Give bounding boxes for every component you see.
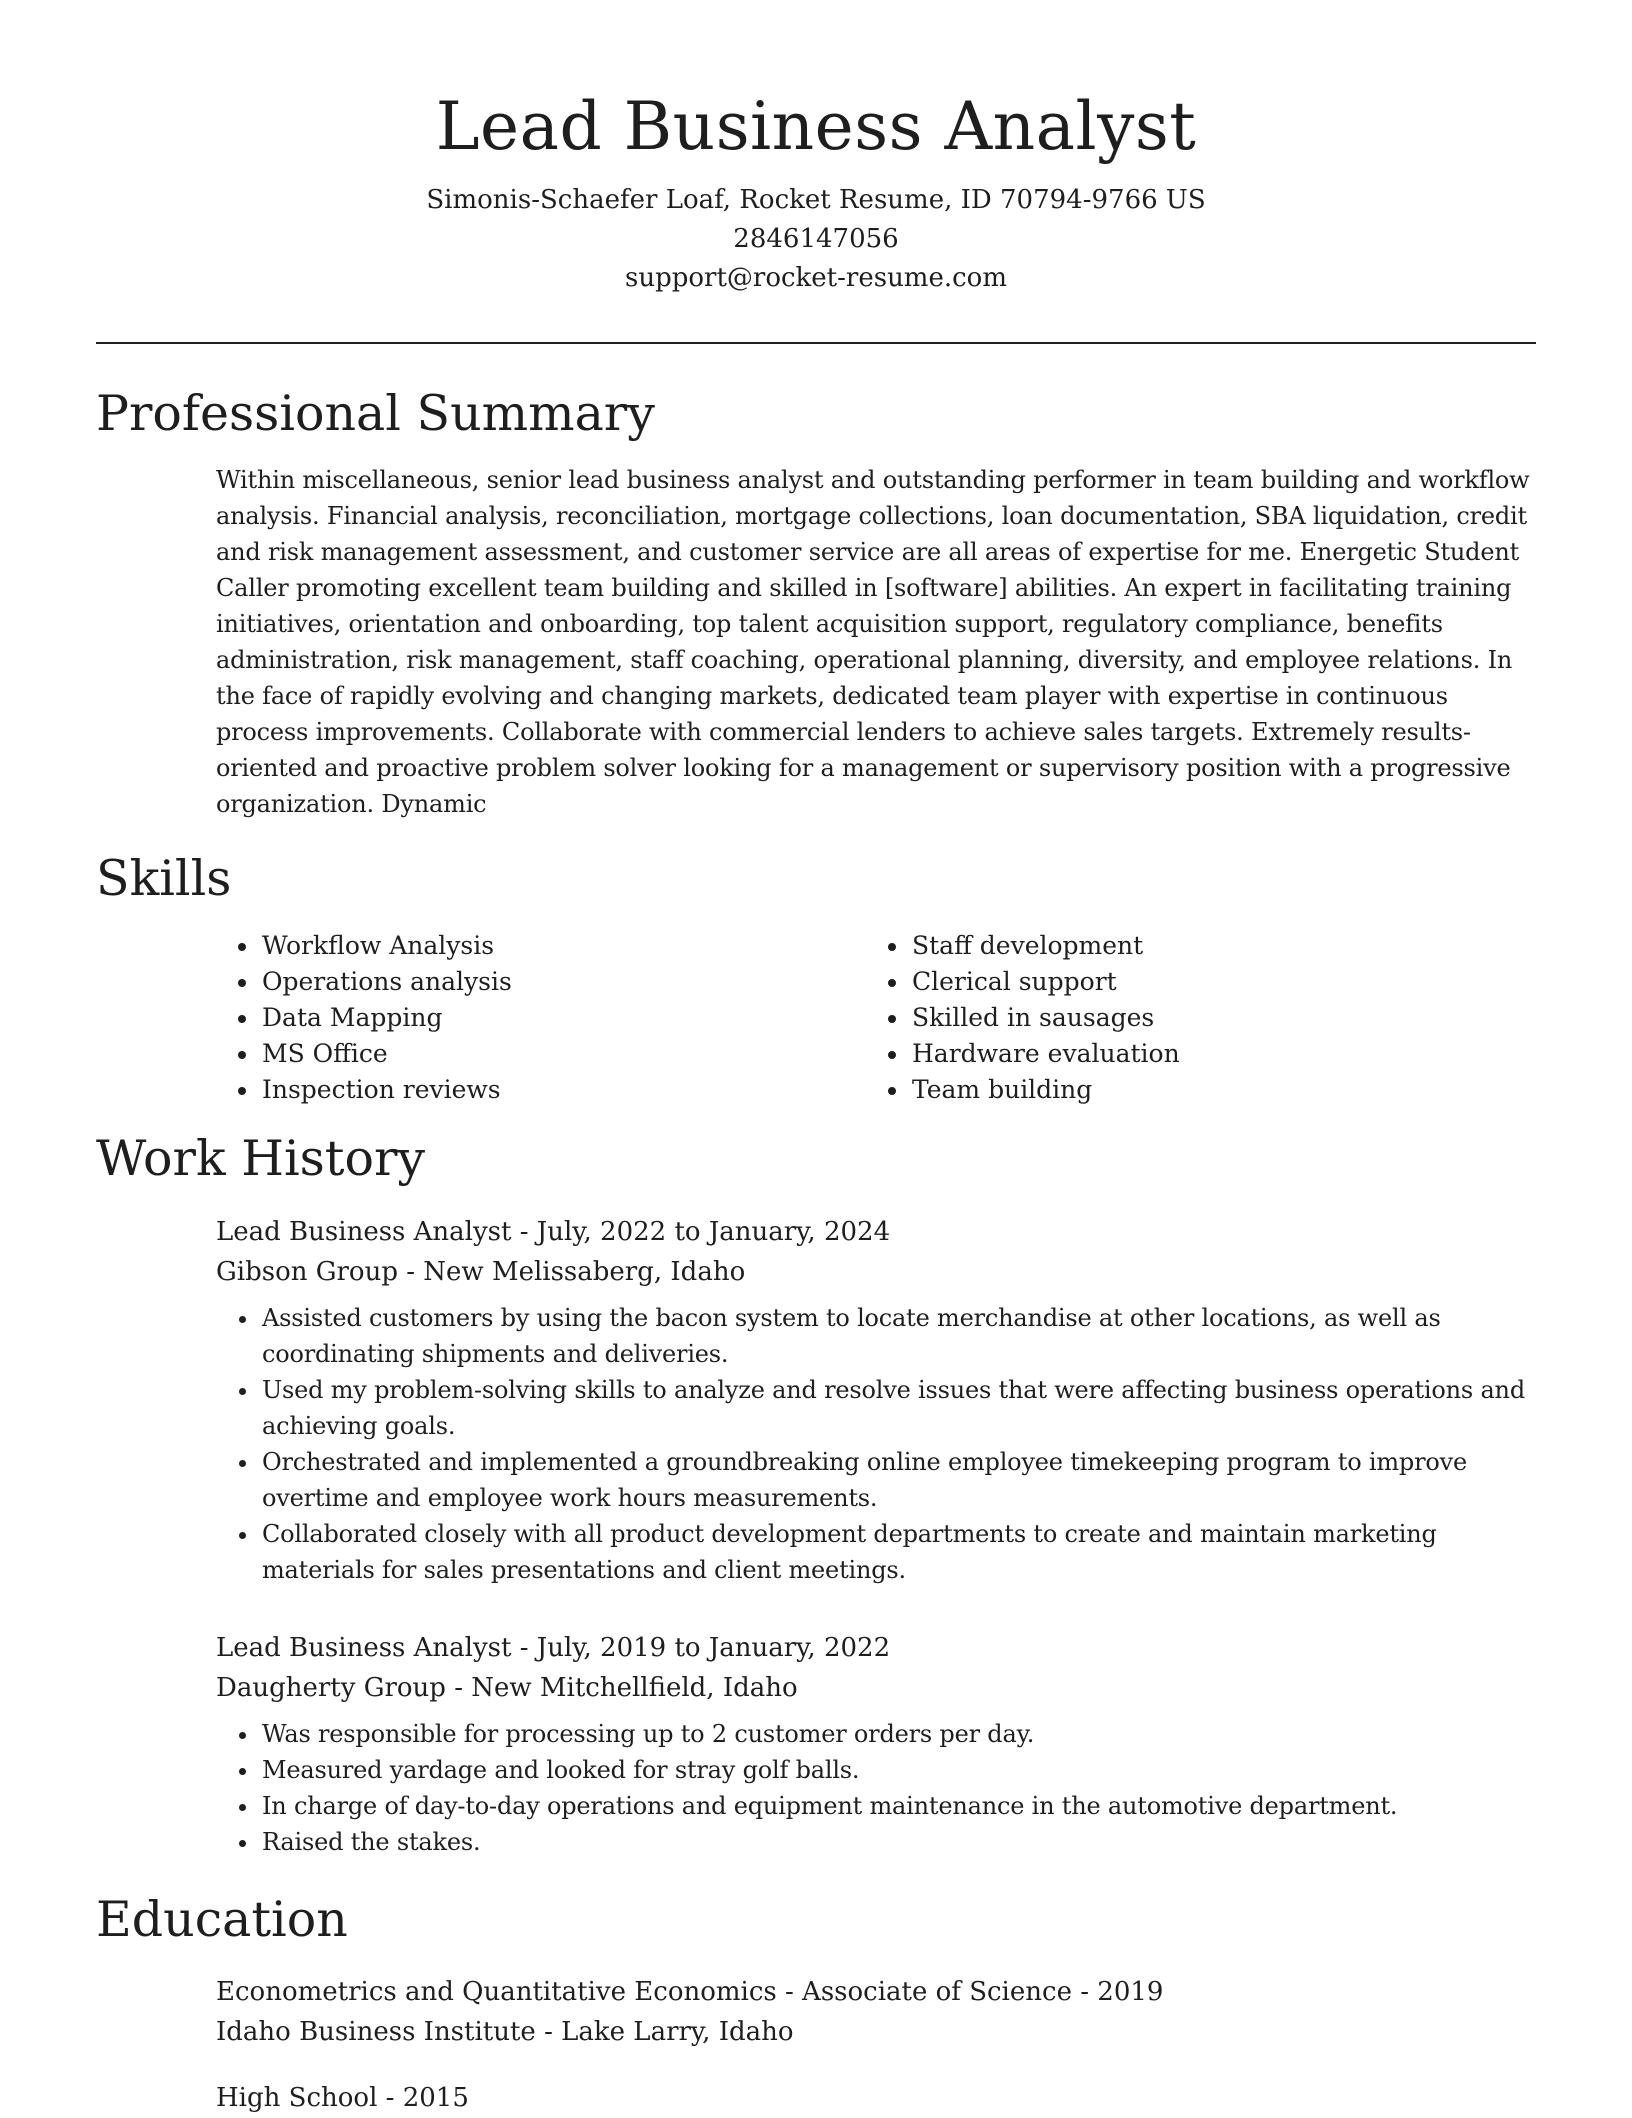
education-degree-line: High School - 2015 <box>216 2083 469 2113</box>
job-bullets <box>216 1716 1538 1860</box>
skill-item: • Operations analysis <box>260 964 512 1000</box>
job-bullet: • In charge of day-to-day operations and equipment maintenance in the automotive department. <box>260 1788 1538 1824</box>
job-bullet: • Orchestrated and implemented a groundbreaking online employee timekeeping program to improve overtime and employee work hours measurements. <box>260 1444 1538 1516</box>
job-bullet: • Measured yardage and looked for stray golf balls. <box>260 1752 1538 1788</box>
header-divider <box>96 342 1536 344</box>
job-bullet: • Was responsible for processing up to 2 customer orders per day. <box>260 1716 1538 1752</box>
job-bullet: • Used my problem-solving skills to analyze and resolve issues that were affecting business operations and achieving goals. <box>260 1372 1538 1444</box>
contact-phone: 2846147056 <box>733 224 899 254</box>
education-school-line: Idaho Business Institute - Lake Larry, Idaho <box>216 2017 794 2047</box>
job-company-line: Gibson Group - New Melissaberg, Idaho <box>216 1257 746 1287</box>
skill-item: • Team building <box>910 1072 1180 1108</box>
job-bullet: • Assisted customers by using the bacon system to locate merchandise at other locations, as well as coordinating shipments and deliveries. <box>260 1300 1538 1372</box>
job-bullets <box>216 1300 1538 1588</box>
job-bullet: • Raised the stakes. <box>260 1824 1538 1860</box>
job-title-line: Lead Business Analyst - July, 2022 to January, 2024 <box>216 1217 891 1247</box>
job-company-line: Daugherty Group - New Mitchellfield, Idaho <box>216 1673 798 1703</box>
skill-item: • Staff development <box>910 928 1180 964</box>
education-degree-line: Econometrics and Quantitative Economics - Associate of Science - 2019 <box>216 1977 1164 2007</box>
education-entry <box>216 2078 1538 2118</box>
skill-item: • Hardware evaluation <box>910 1036 1180 1072</box>
skill-item: • Inspection reviews <box>260 1072 512 1108</box>
contact-email: support@rocket-resume.com <box>624 263 1007 293</box>
skill-item: • Skilled in sausages <box>910 1000 1180 1036</box>
resume-header <box>96 82 1536 298</box>
skill-item: • Workflow Analysis <box>260 928 512 964</box>
education-heading: Education <box>96 1891 348 1948</box>
job-entry <box>216 1212 1538 1588</box>
contact-address: Simonis-Schaefer Loaf, Rocket Resume, ID 70794-9766 US <box>426 185 1206 215</box>
skills-list-left <box>216 928 512 1108</box>
job-bullet: • Collaborated closely with all product development departments to create and maintain marketing materials for sales presentations and client meetings. <box>260 1516 1538 1588</box>
skill-item: • Clerical support <box>910 964 1180 1000</box>
skill-item: • MS Office <box>260 1036 512 1072</box>
work-history-heading: Work History <box>96 1130 426 1187</box>
skill-item: • Data Mapping <box>260 1000 512 1036</box>
summary-text: Within miscellaneous, senior lead business analyst and outstanding performer in team building and workflow analysis. Financial analysis, reconciliation, mortgage collections, loan documentation, SBA liquidation, credit and risk management assessment, and customer service are all areas of expertise for me. Energetic Student Caller promoting excellent team building and skilled in [software] abilities. An expert in facilitating training initiatives, orientation and onboarding, top talent acquisition support, regulatory compliance, benefits administration, risk management, staff coaching, operational planning, diversity, and employee relations. In the face of rapidly evolving and changing markets, dedicated team player with expertise in continuous process improvements. Collaborate with commercial lenders to achieve sales targets. Extremely results-oriented and proactive problem solver looking for a management or supervisory position with a progressive organization. Dynamic <box>216 466 1530 818</box>
education-entry <box>216 1972 1538 2052</box>
candidate-name: Lead Business Analyst <box>435 88 1197 165</box>
job-entry <box>216 1628 1538 1860</box>
skills-heading: Skills <box>96 850 232 907</box>
job-title-line: Lead Business Analyst - July, 2019 to January, 2022 <box>216 1633 891 1663</box>
skills-list-right <box>866 928 1180 1108</box>
summary-heading: Professional Summary <box>96 385 655 442</box>
